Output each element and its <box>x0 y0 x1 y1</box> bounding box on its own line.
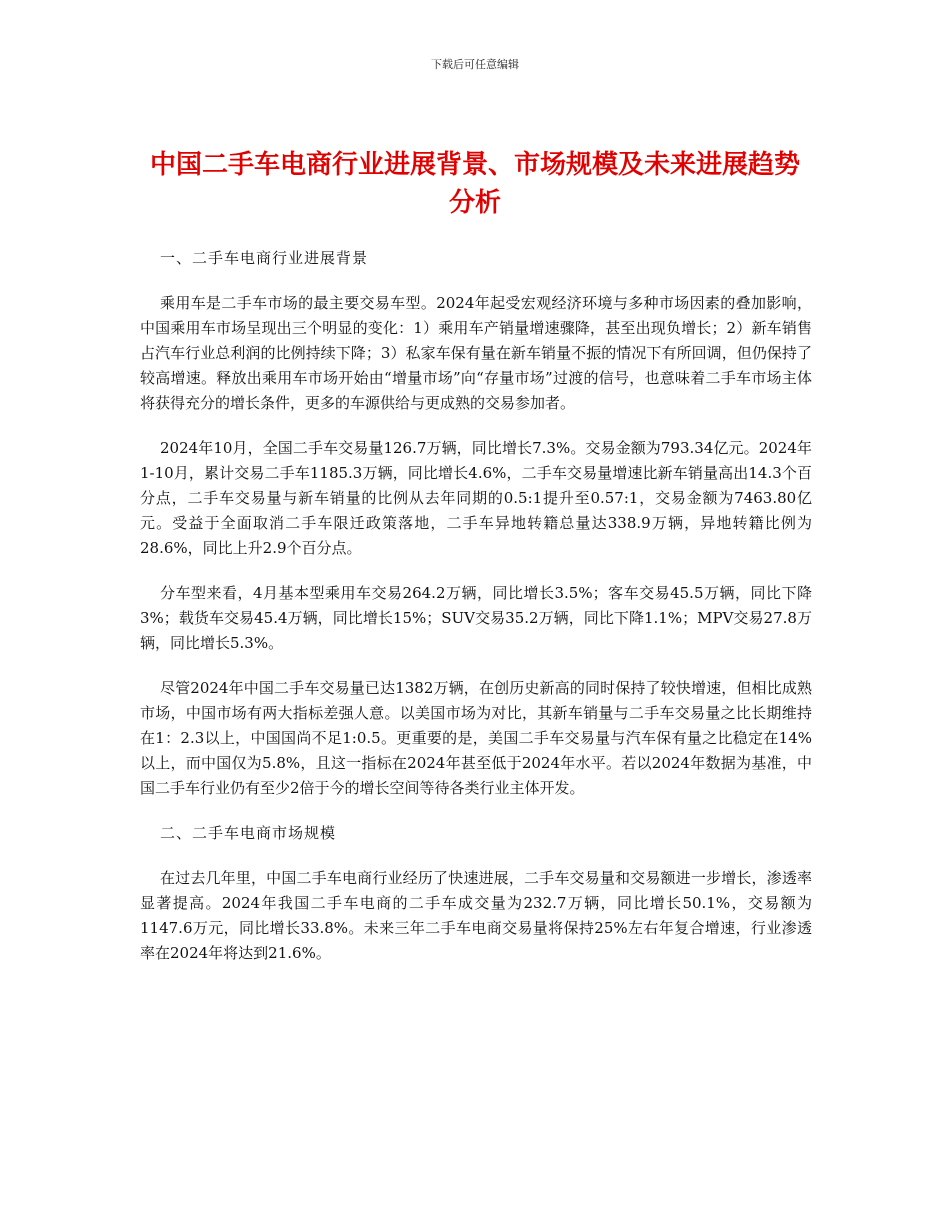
paragraph: 尽管2024年中国二手车交易量已达1382万辆，在创历史新高的同时保持了较快增速，但相比成熟市场，中国市场有两大指标差强人意。以美国市场为对比，其新车销量与二手车交易量之比长期维持在1：2.3以上，中国国尚不足1:0.5。更重要的是，美国二手车交易量与汽车保有量之比稳定在14%以上，而中国仅为5.8%，且这一指标在2024年甚至低于2024年水平。若以2024年数据为基准，中国二手车行业仍有至少2倍于今的增长空间等待各类行业主体开发。 <box>140 679 812 797</box>
paragraph: 2024年10月，全国二手车交易量126.7万辆，同比增长7.3%。交易金额为793.34亿元。2024年1-10月，累计交易二手车1185.3万辆，同比增长4.6%，二手车交易量增速比新车销量高出14.3个百分点，二手车交易量与新车销量的比例从去年同期的0.5:1提升至0.57:1，交易金额为7463.80亿元。受益于全面取消二手车限迁政策落地，二手车异地转籍总量达338.9万辆，异地转籍比例为28.6%，同比上升2.9个百分点。 <box>140 439 812 557</box>
header-note: 下载后可任意编辑 <box>431 58 519 71</box>
document-title: 中国二手车电商行业进展背景、市场规模及未来进展趋势分析 <box>150 150 801 218</box>
document-body <box>140 246 812 986</box>
section-heading-background: 一、二手车电商行业进展背景 <box>160 249 369 267</box>
section-heading-market-size: 二、二手车电商市场规模 <box>160 824 337 842</box>
paragraph: 分车型来看，4月基本型乘用车交易264.2万辆，同比增长3.5%；客车交易45.5万辆，同比下降3%；载货车交易45.4万辆，同比增长15%；SUV交易35.2万辆，同比下降1.1%；MPV交易27.8万辆，同比增长5.3%。 <box>140 584 812 652</box>
paragraph: 乘用车是二手车市场的最主要交易车型。2024年起受宏观经济环境与多种市场因素的叠加影响，中国乘用车市场呈现出三个明显的变化：1）乘用车产销量增速骤降，甚至出现负增长；2）新车销售占汽车行业总利润的比例持续下降；3）私家车保有量在新车销量不振的情况下有所回调，但仍保持了较高增速。释放出乘用车市场开始由“增量市场”向“存量市场”过渡的信号，也意味着二手车市场主体将获得充分的增长条件，更多的车源供给与更成熟的交易参加者。 <box>140 294 812 412</box>
paragraph: 在过去几年里，中国二手车电商行业经历了快速进展，二手车交易量和交易额进一步增长，渗透率显著提高。2024年我国二手车电商的二手车成交量为232.7万辆，同比增长50.1%，交易额为1147.6万元，同比增长33.8%。未来三年二手车电商交易量将保持25%左右年复合增速，行业渗透率在2024年将达到21.6%。 <box>140 869 812 962</box>
